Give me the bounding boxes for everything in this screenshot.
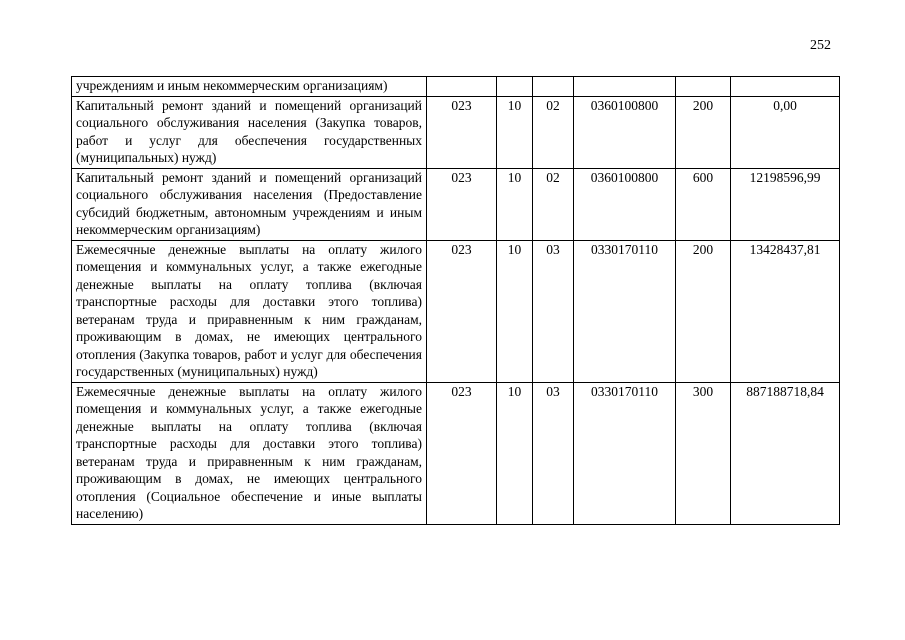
row-section-code: 10	[497, 96, 533, 168]
row-description: учреждениям и иным некоммерческим организациям)	[72, 77, 427, 97]
table-row	[72, 96, 840, 168]
row-ministry-code	[427, 77, 497, 97]
row-expense-type: 600	[676, 168, 731, 240]
row-ministry-code: 023	[427, 168, 497, 240]
row-amount: 13428437,81	[731, 240, 840, 382]
row-description: Ежемесячные денежные выплаты на оплату жилого помещения и коммунальных услуг, а также ежегодные денежные выплаты на оплату топлива (включая транспортные расходы для доставки этого топлива) ветеранам труда и приравненным к ним гражданам, проживающим в домах, не имеющих центрального отопления (Социальное обеспечение и иные выплаты населению)	[72, 382, 427, 524]
row-amount: 0,00	[731, 96, 840, 168]
page-number: 252	[810, 38, 831, 53]
row-section-code: 10	[497, 168, 533, 240]
row-ministry-code: 023	[427, 240, 497, 382]
table-row	[72, 240, 840, 382]
row-expense-type	[676, 77, 731, 97]
row-amount: 12198596,99	[731, 168, 840, 240]
row-target-code: 0360100800	[574, 96, 676, 168]
row-target-code: 0330170110	[574, 240, 676, 382]
row-section-code: 10	[497, 240, 533, 382]
table-row	[72, 77, 840, 97]
row-ministry-code: 023	[427, 96, 497, 168]
row-section-code	[497, 77, 533, 97]
row-target-code	[574, 77, 676, 97]
row-expense-type: 200	[676, 96, 731, 168]
row-target-code: 0360100800	[574, 168, 676, 240]
row-ministry-code: 023	[427, 382, 497, 524]
row-expense-type: 200	[676, 240, 731, 382]
row-description: Капитальный ремонт зданий и помещений организаций социального обслуживания населения (Закупка товаров, работ и услуг для обеспечения государственных (муниципальных) нужд)	[72, 96, 427, 168]
row-subsection-code: 03	[533, 240, 574, 382]
row-subsection-code: 02	[533, 96, 574, 168]
row-subsection-code: 03	[533, 382, 574, 524]
table-row	[72, 168, 840, 240]
row-description: Ежемесячные денежные выплаты на оплату жилого помещения и коммунальных услуг, а также ежегодные денежные выплаты на оплату топлива (включая транспортные расходы для доставки этого топлива) ветеранам труда и приравненным к ним гражданам, проживающим в домах, не имеющих центрального отопления (Закупка товаров, работ и услуг для обеспечения государственных (муниципальных) нужд)	[72, 240, 427, 382]
row-target-code: 0330170110	[574, 382, 676, 524]
row-amount	[731, 77, 840, 97]
row-subsection-code: 02	[533, 168, 574, 240]
row-amount: 887188718,84	[731, 382, 840, 524]
row-section-code: 10	[497, 382, 533, 524]
table-row	[72, 382, 840, 524]
row-description: Капитальный ремонт зданий и помещений организаций социального обслуживания населения (Предоставление субсидий бюджетным, автономным учреждениям и иным некоммерческим организациям)	[72, 168, 427, 240]
budget-table	[71, 76, 840, 525]
row-subsection-code	[533, 77, 574, 97]
row-expense-type: 300	[676, 382, 731, 524]
